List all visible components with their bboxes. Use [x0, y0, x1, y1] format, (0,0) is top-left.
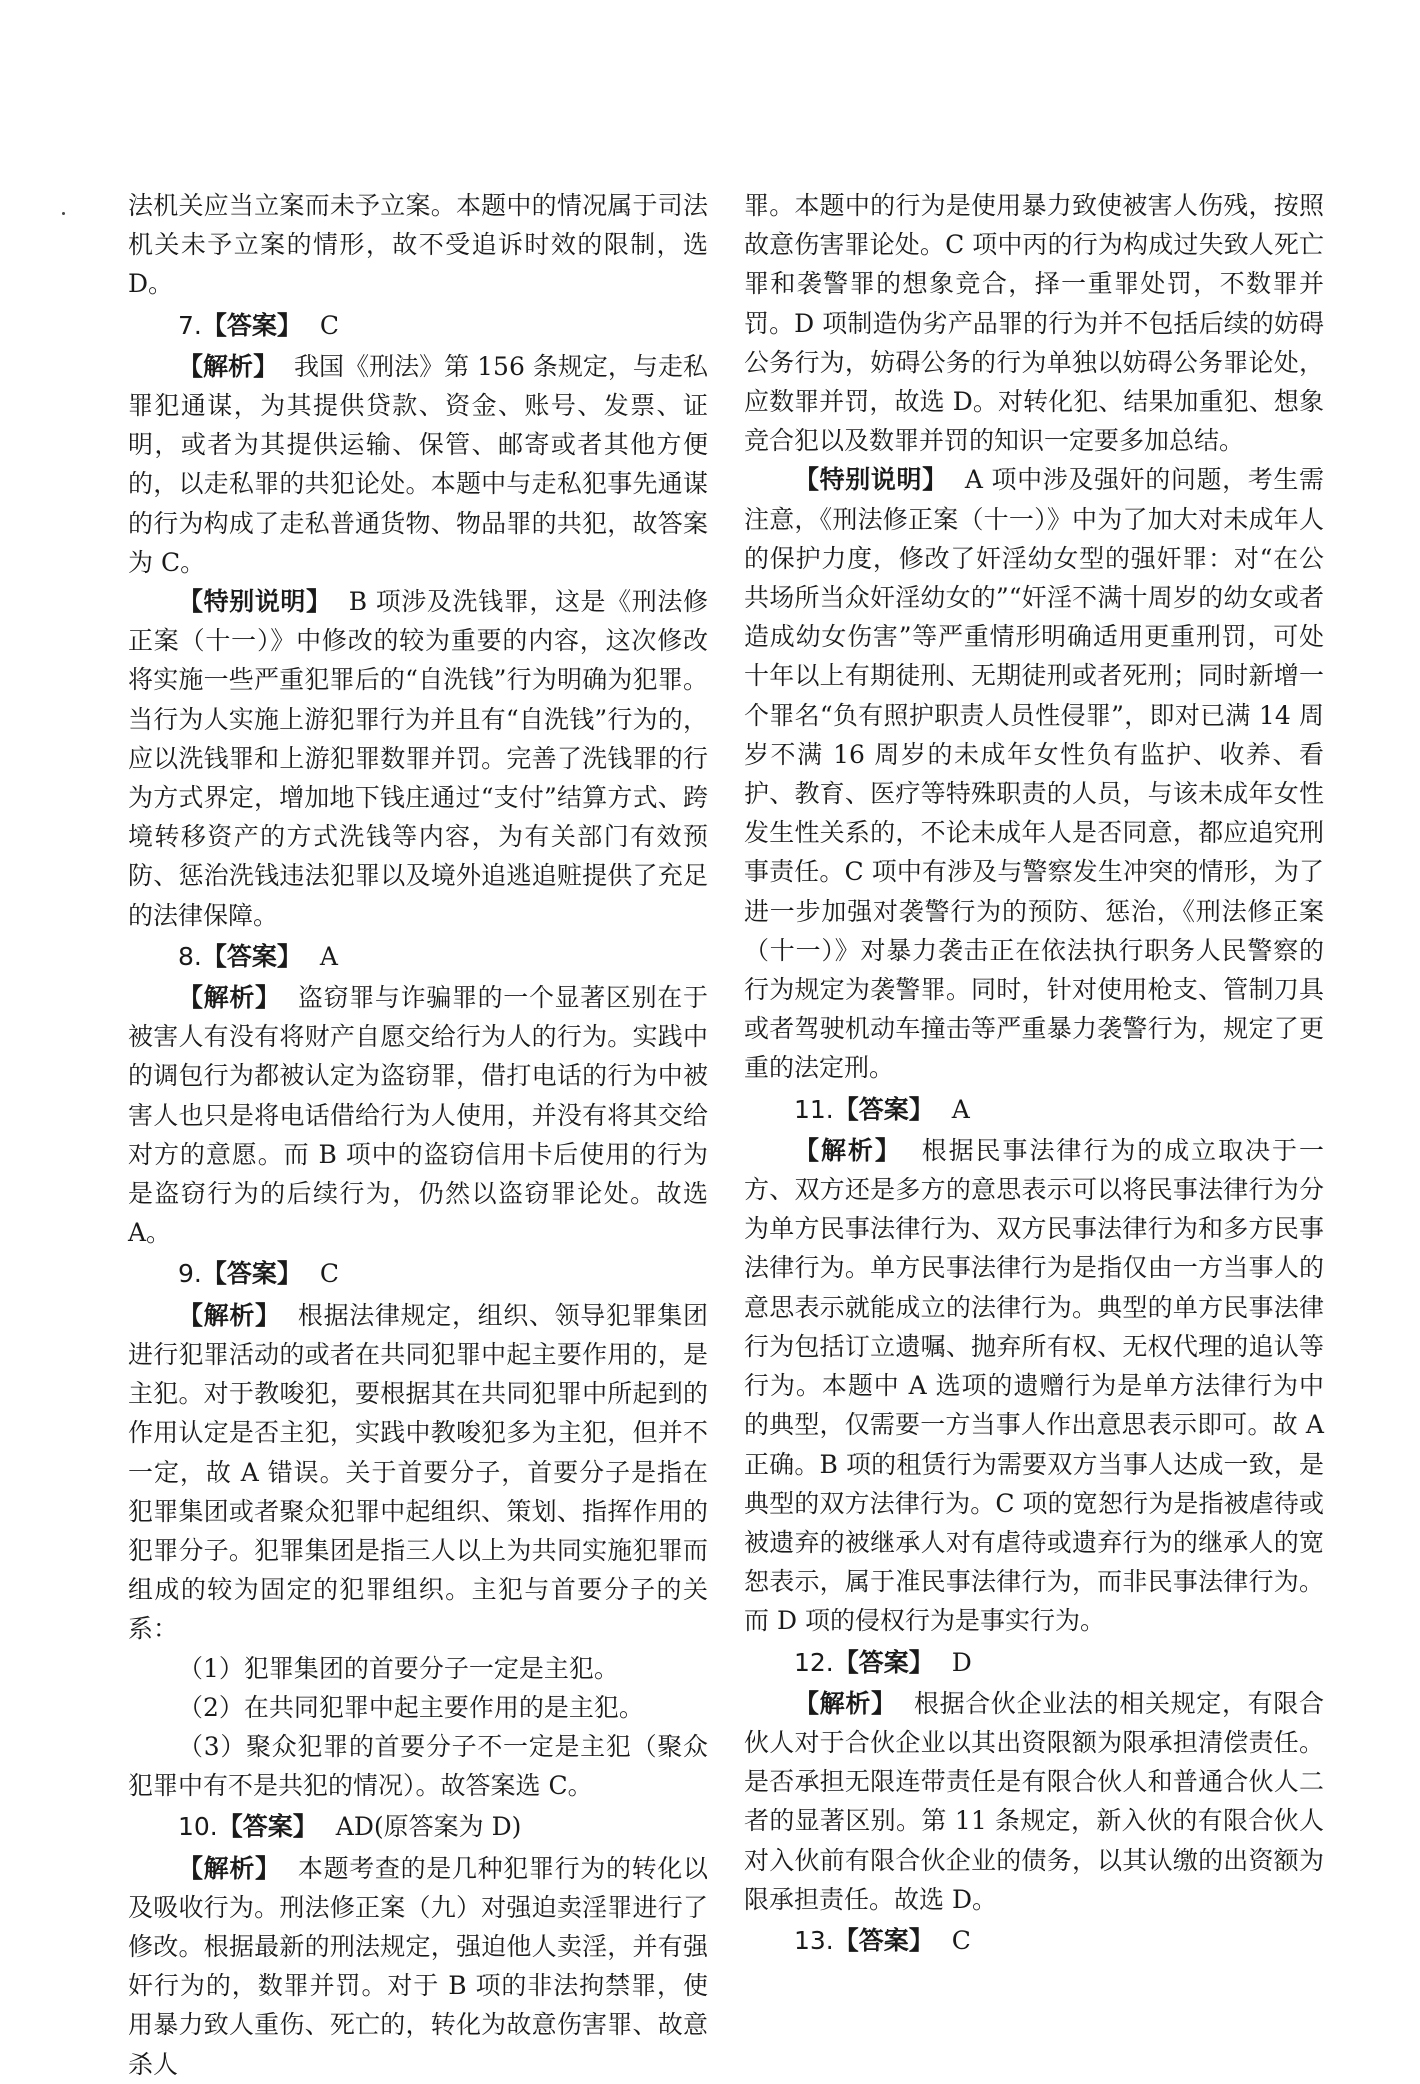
paragraph: 罪。本题中的行为是使用暴力致使被害人伤残，按照故意伤害罪论处。C 项中丙的行为构成过失致人死亡罪和袭警罪的想象竞合，择一重罪处罚，不数罪并罚。D 项制造伪劣产品罪的行为并不包括后续的妨碍公务行为，妨碍公务的行为单独以妨碍公务罪论处，应数罪并罚，故选 D。对转化犯、结果加重犯、想象竞合犯以及数罪并罚的知识一定要多加总结。 — [744, 191, 1324, 456]
answer-value: D — [951, 1647, 972, 1677]
answer-label: 【答案】 — [201, 1259, 302, 1289]
answer-label: 【答案】 — [201, 941, 302, 971]
analysis-9 — [128, 1296, 708, 1649]
answer-value: A — [319, 941, 338, 971]
answer-value: C — [951, 1925, 971, 1955]
special-note-7 — [128, 582, 708, 935]
answer-label: 【答案】 — [833, 1094, 934, 1124]
answer-label: 【答案】 — [217, 1812, 318, 1842]
answer-label: 【答案】 — [833, 1647, 934, 1677]
analysis-text: 本题考查的是几种犯罪行为的转化以及吸收行为。刑法修正案（九）对强迫卖淫罪进行了修改。根据最新的刑法规定，强迫他人卖淫，并有强奸行为的，数罪并罚。对于 B 项的非法拘禁罪，使用暴力致人重伤、死亡的，转化为故意伤害罪、故意杀人 — [128, 1853, 708, 2079]
analysis-10 — [128, 1849, 708, 2084]
analysis-label: 【解析】 — [178, 983, 281, 1013]
answer-value: A — [951, 1094, 970, 1124]
answer-label: 【答案】 — [833, 1925, 934, 1955]
answer-heading-12 — [744, 1643, 1324, 1682]
question-number: 9. — [178, 1259, 202, 1289]
analysis-text: 我国《刑法》第 156 条规定，与走私罪犯通谋，为其提供贷款、资金、账号、发票、证明，或者为其提供运输、保管、邮寄或者其他方便的，以走私罪的共犯论处。本题中与走私犯事先通谋的行为构成了走私普通货物、物品罪的共犯，故答案为 C。 — [128, 351, 708, 577]
analysis-text: 根据合伙企业法的相关规定，有限合伙人对于合伙企业以其出资限额为限承担清偿责任。是否承担无限连带责任是有限合伙人和普通合伙人二者的显著区别。第 11 条规定，新入伙的有限合伙人对入伙前有限合伙企业的债务，以其认缴的出资额为限承担责任。故选 D。 — [744, 1688, 1324, 1914]
left-column — [128, 186, 708, 2084]
analysis-label: 【解析】 — [178, 1853, 281, 1883]
analysis-label: 【解析】 — [178, 1300, 281, 1330]
question-number: 10. — [178, 1812, 218, 1842]
answer-heading-7 — [128, 306, 708, 345]
scan-speck — [62, 212, 65, 215]
question-number: 13. — [794, 1925, 834, 1955]
list-item: （3）聚众犯罪的首要分子不一定是主犯（聚众犯罪中有不是共犯的情况）。故答案选 C。 — [128, 1731, 708, 1801]
answer-heading-9 — [128, 1254, 708, 1293]
answer-label: 【答案】 — [201, 310, 302, 340]
analysis-12 — [744, 1684, 1324, 1919]
answer-heading-13 — [744, 1921, 1324, 1960]
analysis-label: 【解析】 — [794, 1688, 897, 1718]
analysis-text: 盗窃罪与诈骗罪的一个显著区别在于被害人有没有将财产自愿交给行为人的行为。实践中的调包行为都被认定为盗窃罪，借打电话的行为中被害人也只是将电话借给行为人使用，并没有将其交给对方的意愿。而 B 项中的盗窃信用卡后使用的行为是盗窃行为的后续行为，仍然以盗窃罪论处。故选 A。 — [128, 983, 708, 1248]
right-column — [744, 186, 1324, 1962]
special-note-text: B 项涉及洗钱罪，这是《刑法修正案（十一）》中修改的较为重要的内容，这次修改将实施一些严重犯罪后的“自洗钱”行为明确为犯罪。当行为人实施上游犯罪行为并且有“自洗钱”行为的，应以洗钱罪和上游犯罪数罪并罚。完善了洗钱罪的行为方式界定，增加地下钱庄通过“支付”结算方式、跨境转移资产的方式洗钱等内容，为有关部门有效预防、惩治洗钱违法犯罪以及境外追逃追赃提供了充足的法律保障。 — [128, 587, 708, 930]
question-number: 12. — [794, 1647, 834, 1677]
answer-value: C — [319, 1259, 340, 1289]
question-number: 8. — [178, 941, 202, 971]
special-note-text: A 项中涉及强奸的问题，考生需注意，《刑法修正案（十一）》中为了加大对未成年人的保护力度，修改了奸淫幼女型的强奸罪：对“在公共场所当众奸淫幼女的”“奸淫不满十周岁的幼女或者造成幼女伤害”等严重情形明确适用更重刑罚，可处十年以上有期徒刑、无期徒刑或者死刑；同时新增一个罪名“负有照护职责人员性侵罪”，即对已满 14 周岁不满 16 周岁的未成年女性负有监护、收养、看护、教育、医疗等特殊职责的人员，与该未成年女性发生性关系的，不论未成年人是否同意，都应追究刑事责任。C 项中有涉及与警察发生冲突的情形，为了进一步加强对袭警行为的预防、惩治，《刑法修正案（十一）》对暴力袭击正在依法执行职务人民警察的行为规定为袭警罪。同时，针对使用枪支、管制刀具或者驾驶机动车撞击等严重暴力袭警行为，规定了更重的法定刑。 — [744, 465, 1324, 1083]
analysis-11 — [744, 1131, 1324, 1641]
question-number: 7. — [178, 310, 202, 340]
paragraph: 法机关应当立案而未予立案。本题中的情况属于司法机关未予立案的情形，故不受追诉时效的限制，选 D。 — [128, 191, 708, 299]
analysis-text: 根据民事法律行为的成立取决于一方、双方还是多方的意思表示可以将民事法律行为分为单方民事法律行为、双方民事法律行为和多方民事法律行为。单方民事法律行为是指仅由一方当事人的意思表示就能成立的法律行为。典型的单方民事法律行为包括订立遗嘱、抛弃所有权、无权代理的追认等行为。本题中 A 选项的遗赠行为是单方法律行为中的典型，仅需要一方当事人作出意思表示即可。故 A 正确。B 项的租赁行为需要双方当事人达成一致，是典型的双方法律行为。C 项的宽恕行为是指被虐待或被遗弃的被继承人对有虐待或遗弃行为的继承人的宽恕表示，属于准民事法律行为，而非民事法律行为。而 D 项的侵权行为是事实行为。 — [744, 1135, 1324, 1636]
special-note-10 — [744, 460, 1324, 1087]
question-number: 11. — [794, 1094, 834, 1124]
answer-value: AD(原答案为 D) — [335, 1812, 522, 1842]
special-note-label: 【特别说明】 — [178, 587, 332, 617]
answer-heading-8 — [128, 937, 708, 976]
answer-heading-11 — [744, 1090, 1324, 1129]
analysis-label: 【解析】 — [794, 1135, 902, 1165]
analysis-label: 【解析】 — [178, 351, 279, 381]
analysis-7 — [128, 347, 708, 582]
list-item: （2）在共同犯罪中起主要作用的是主犯。 — [178, 1692, 644, 1722]
answer-heading-10 — [128, 1807, 708, 1846]
list-item: （1）犯罪集团的首要分子一定是主犯。 — [178, 1653, 619, 1683]
special-note-label: 【特别说明】 — [794, 465, 948, 495]
analysis-text: 根据法律规定，组织、领导犯罪集团进行犯罪活动的或者在共同犯罪中起主要作用的，是主犯。对于教唆犯，要根据其在共同犯罪中所起到的作用认定是否主犯，实践中教唆犯多为主犯，但并不一定，故 A 错误。关于首要分子，首要分子是指在犯罪集团或者聚众犯罪中起组织、策划、指挥作用的犯罪分子。犯罪集团是指三人以上为共同实施犯罪而组成的较为固定的犯罪组织。主犯与首要分子的关系： — [128, 1300, 708, 1644]
analysis-8 — [128, 978, 708, 1252]
answer-value: C — [319, 310, 340, 340]
